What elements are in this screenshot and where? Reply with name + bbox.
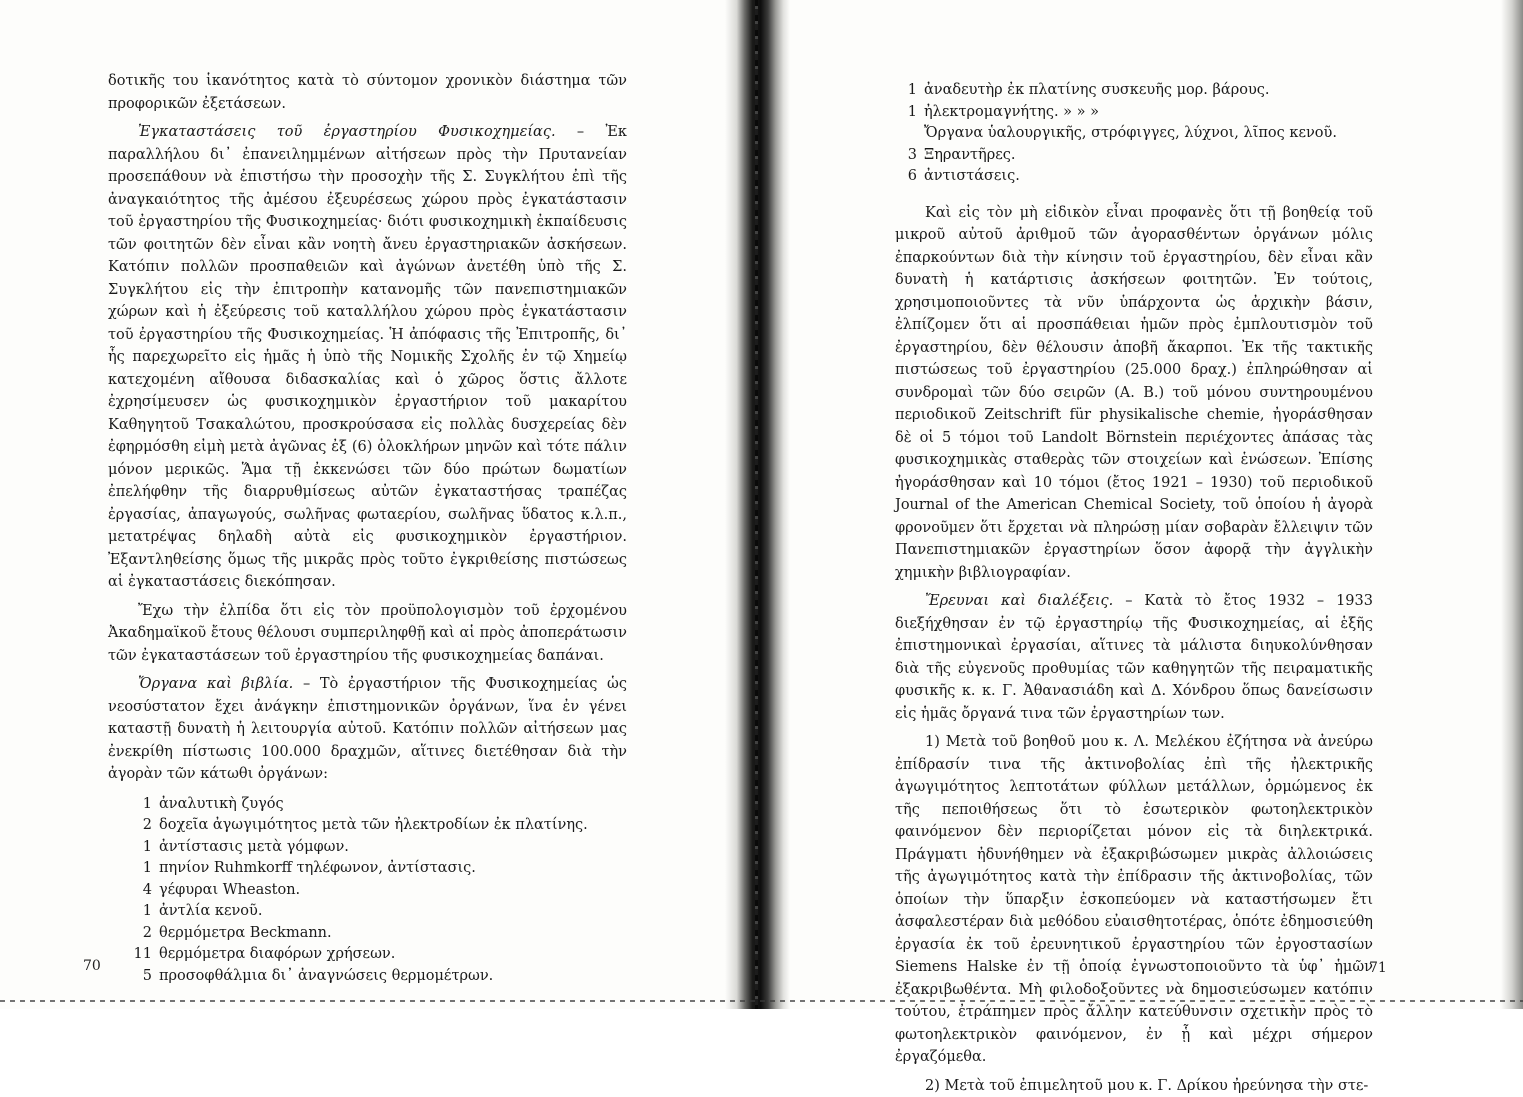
left-page [0, 0, 725, 1009]
list-item [130, 880, 627, 902]
list-item [895, 166, 1373, 188]
item-text: θερμόμετρα Beckmann. [159, 925, 332, 941]
item-quantity: 1 [130, 901, 152, 923]
page-number-right: 71 [1369, 960, 1387, 976]
installations-body: – Ἐκ παραλλήλου δι᾽ ἐπανειλημμένων αἰτήσεων πρὸς τὴν Πρυτανείαν προσεπάθουν νὰ ἐπιστήσω τὴν προσοχὴν τῆς Σ. Συγκλήτου ἐπὶ τῆς ἀναγκαιότητος τῆς ἀμέσου ἐξευρέσεως χώρου πρὸς ἐγκατάστασιν τοῦ ἐργαστηρίου τῆς Φυσικοχημείας· διότι φυσικοχημικὴ ἐκπαίδευσις τῶν φοιτητῶν δὲν εἶναι κἂν νοητὴ ἄνευ ἐργαστηριακῶν ἀσκήσεων. Κατόπιν πολλῶν προσπαθειῶν καὶ ἀγώνων ἀνετέθη ὑπὸ τῆς Σ. Συγκλήτου εἰς τὴν ἐπιτροπὴν κατανομῆς τῶν πανεπιστημιακῶν χώρων καὶ ἡ ἐξεύρεσις τοῦ καταλλήλου χώρου πρὸς ἐγκατάστασιν τοῦ ἐργαστηρίου τῆς Φυσικοχημείας. Ἡ ἀπόφασις τῆς Ἐπιτροπῆς, δι᾽ ἧς παρεχωρεῖτο εἰς ἡμᾶς ἡ ὑπὸ τῆς Νομικῆς Σχολῆς ἐν τῷ Χημείῳ κατεχομένη αἴθουσα διδασκαλίας καὶ ὁ χῶρος ὅστις ἄλλοτε ἐχρησίμευσεν ὡς φυσικοχημικὸν ἐργαστήριον τοῦ μακαρίτου Καθηγητοῦ Τσακαλώτου, προσκρούσασα εἰς πολλὰς δυσχερείας δὲν ἐφηρμόσθη εἰμὴ μετὰ ἀγῶνας ἐξ (6) ὁλοκλήρων μηνῶν καὶ τότε πάλιν μόνον μερικῶς. Ἅμα τῇ ἐκκενώσει τῶν δύο πρώτων δωματίων ἐπελήφθην τῆς διαρρυθμίσεως αὐτῶν ἐγκαταστήσας τραπέζας ἐργασίας, ἀπαγωγούς, σωλῆνας φωταερίου, σωλῆνας ὕδατος κ.λ.π., μετατρέψας δηλαδὴ αὐτὰ εἰς φυσικοχημικὸν ἐργαστήριον. Ἐξαντληθείσης ὅμως τῆς μικρᾶς πρὸς τοῦτο ἐγκριθείσης πιστώσεως αἱ ἐγκαταστάσεις διεκόπησαν. [108, 124, 627, 590]
item-text: ἀντλία κενοῦ. [159, 903, 262, 919]
item-quantity: 6 [895, 166, 917, 188]
item-quantity: 2 [130, 923, 152, 945]
item-quantity: 5 [130, 966, 152, 988]
page-edge-shadow [1501, 0, 1523, 1009]
item-quantity: 1 [130, 837, 152, 859]
list-item [895, 145, 1373, 167]
item-text: ἀντίστασις μετὰ γόμφων. [159, 839, 349, 855]
item-text: δοχεῖα ἀγωγιμότητος μετὰ τῶν ἠλεκτροδίων ἐκ πλατίνης. [159, 817, 588, 833]
left-paragraph-1: δοτικῆς του ἱκανότητος κατὰ τὸ σύντομον χρονικὸν διάστημα τῶν προφορικῶν ἐξετάσεων. [108, 70, 627, 115]
item-text: ἀναδευτὴρ ἐκ πλατίνης συσκευῆς μορ. βάρους. [924, 82, 1270, 98]
list-item: Ὄργανα ὑαλουργικῆς, στρόφιγγες, λύχνοι, λῖπος κενοῦ. [895, 123, 1373, 145]
section-heading-research: Ἔρευναι καὶ διαλέξεις. [925, 593, 1113, 609]
left-paragraph-instruments [108, 673, 627, 786]
right-paragraph-purchases: Καὶ εἰς τὸν μὴ εἰδικὸν εἶναι προφανὲς ὅτι τῇ βοηθείᾳ τοῦ μικροῦ αὐτοῦ ἀριθμοῦ τῶν ἀγορασθέντων ὀργάνων μόλις ἐπαρκούντων διὰ τὴν κίνησιν τοῦ ἐργαστηρίου, δὲν εἶναι κἂν δυνατὴ ἡ κατάρτισις ἀσκήσεων φοιτητῶν. Ἐν τούτοις, χρησιμοποιοῦντες τὰ νῦν ὑπάρχοντα ὡς ἀρχικὴν βάσιν, ἐλπίζομεν ὅτι αἱ προσπάθειαι ἡμῶν πρὸς ἐμπλουτισμὸν τοῦ ἐργαστηρίου, δὲν θέλουσιν ἀποβῆ ἄκαρποι. Ἐκ τῆς τακτικῆς πιστώσεως τοῦ ἐργαστηρίου (25.000 δραχ.) ἐπληρώθησαν αἱ συνδρομαὶ τῶν δύο σειρῶν (Α. Β.) τοῦ μόνου συντηρουμένου περιοδικοῦ Zeitschrift für physikalische chemie, ἠγοράσθησαν δὲ οἱ 5 τόμοι τοῦ Landolt Börnstein περιέχοντες ἁπάσας τὰς φυσικοχημικὰς σταθερὰς τῶν στοιχείων καὶ ἑνώσεων. Ἐπίσης ἠγοράσθησαν καὶ 10 τόμοι (ἔτος 1921 – 1930) τοῦ περιοδικοῦ Journal of the American Chemical Society, τοῦ ὁποίου ἡ ἀγορὰ φρονοῦμεν ὅτι ἔρχεται νὰ πληρώσῃ μίαν σοβαρὰν ἔλλειψιν τῶν Πανεπιστημιακῶν ἐργαστηρίων ὅσον ἀφορᾷ τὴν ἀγγλικὴν χημικὴν βιβλιογραφίαν. [895, 202, 1373, 585]
list-item [130, 815, 627, 837]
item-text: ἀναλυτικὴ ζυγός [159, 796, 284, 812]
list-item [130, 966, 627, 988]
list-item [130, 901, 627, 923]
page-number-left: 70 [83, 958, 101, 974]
right-paragraph-research [895, 590, 1373, 725]
gutter-scan-artifact [755, 0, 758, 1009]
item-quantity: 2 [130, 815, 152, 837]
right-page [790, 0, 1523, 1009]
left-paragraph-hope: Ἔχω τὴν ἐλπίδα ὅτι εἰς τὸν προϋπολογισμὸν τοῦ ἐρχομένου Ἀκαδημαϊκοῦ ἔτους θέλουσι συμπεριληφθῇ καὶ αἱ πρὸς ἀποπεράτωσιν τῶν ἐγκαταστάσεων τοῦ ἐργαστηρίου τῆς φυσικοχημείας δαπάναι. [108, 600, 627, 668]
item-text: προσοφθάλμια δι᾽ ἀναγνώσεις θερμομέτρων. [159, 968, 493, 984]
right-paragraph-research-2: 2) Μετὰ τοῦ ἐπιμελητοῦ μου κ. Γ. Δρίκου ἠρεύνησα τὴν στε- [895, 1075, 1373, 1097]
list-item [130, 794, 627, 816]
list-item [895, 102, 1373, 124]
item-quantity: 4 [130, 880, 152, 902]
item-quantity: 1 [130, 794, 152, 816]
instrument-list [108, 794, 627, 988]
item-quantity: 1 [130, 858, 152, 880]
item-text: ἀντιστάσεις. [924, 168, 1020, 184]
item-text: θερμόμετρα διαφόρων χρήσεων. [159, 946, 395, 962]
section-heading-instruments: Ὄργανα καὶ βιβλία. [138, 676, 293, 692]
item-text: Ξηραντῆρες. [924, 147, 1016, 163]
list-item [130, 858, 627, 880]
list-item [895, 80, 1373, 102]
section-heading-installations: Ἐγκαταστάσεις τοῦ ἐργαστηρίου Φυσικοχημείας. [138, 124, 556, 140]
bottom-scan-border [0, 1000, 1523, 1002]
list-item [130, 837, 627, 859]
item-quantity: 1 [895, 80, 917, 102]
item-text: πηνίον Ruhmkorff τηλέφωνον, ἀντίστασις. [159, 860, 476, 876]
instrument-list-continued [895, 80, 1373, 188]
research-body: – Κατὰ τὸ ἔτος 1932 – 1933 διεξήχθησαν ἐν τῷ ἐργαστηρίῳ τῆς Φυσικοχημείας, αἱ ἑξῆς ἐπιστημονικαὶ ἐργασίαι, αἵτινες τὰ μάλιστα διηυκολύνθησαν διὰ τῆς εὐγενοῦς προθυμίας τῶν καθηγητῶν τῆς πειραματικῆς φυσικῆς κ. κ. Γ. Ἀθανασιάδη καὶ Δ. Χόνδρου ὅπως δανείσωσιν εἰς ἡμᾶς ὄργανά τινα τῶν ἐργαστηρίων των. [895, 593, 1373, 722]
item-quantity: 3 [895, 145, 917, 167]
item-quantity: 11 [130, 944, 152, 966]
instruments-body: – Τὸ ἐργαστήριον τῆς Φυσικοχημείας ὡς νεοσύστατον ἔχει ἀνάγκην ἐπιστημονικῶν ὀργάνων, ἵνα ἐν γένει καταστῇ δυνατὴ ἡ λειτουργία αὐτοῦ. Κατόπιν πολλῶν αἰτήσεων μας ἐνεκρίθη πίστωσις 100.000 δραχμῶν, αἵτινες διετέθησαν διὰ τὴν ἀγορὰν τῶν κάτωθι ὀργάνων: [108, 676, 627, 782]
right-paragraph-research-1: 1) Μετὰ τοῦ βοηθοῦ μου κ. Λ. Μελέκου ἐζήτησα νὰ ἀνεύρω ἐπίδρασίν τινα τῆς ἀκτινοβολίας ἐπὶ τῆς ἠλεκτρικῆς ἀγωγιμότητος λεπτοτάτων φύλλων μετάλλων, ὁρμώμενος ἐκ τῆς πεποιθήσεως ὅτι τὸ ἐσωτερικὸν φωτοηλεκτρικὸν φαινόμενον δὲν περιορίζεται μόνον εἰς τὰ διηλεκτρικά. Πράγματι ἠδυνήθημεν νὰ ἐξακριβώσωμεν μικρὰς ἀλλοιώσεις τῆς ἀγωγιμότητος κατὰ τὴν ἐπίδρασιν τῆς ἀκτινοβολίας, τῶν ὁποίων τὴν ὕπαρξιν ἐσκοπεύομεν νὰ καταστήσωμεν ἔτι ἀσφαλεστέραν διὰ μεθόδου εὐαισθητοτέρας, ὁπότε ἐδημοσιεύθη ἐργασία ἐκ τοῦ ἐρευνητικοῦ ἐργαστηρίου τῶν ἐργοστασίων Siemens Halske ἐν τῇ ὁποίᾳ ἐγνωστοποιοῦντο τὰ ὑφ᾽ ἡμῶν ἐξακριβωθέντα. Μὴ φιλοδοξοῦντες νὰ δημοσιεύσωμεν κατόπιν τούτου, ἐτράπημεν πρὸς ἄλλην κατεύθυνσιν σχετικὴν πρὸς τὸ φωτοηλεκτρικὸν φαινόμενον, ἐν ᾗ καὶ μέχρι σήμερον ἐργαζόμεθα. [895, 731, 1373, 1069]
list-item [130, 923, 627, 945]
item-text: γέφυραι Wheaston. [159, 882, 300, 898]
left-paragraph-installations [108, 121, 627, 594]
item-quantity: 1 [895, 102, 917, 124]
item-text: ἠλεκτρομαγνήτης. » » » [924, 104, 1099, 120]
list-item [130, 944, 627, 966]
